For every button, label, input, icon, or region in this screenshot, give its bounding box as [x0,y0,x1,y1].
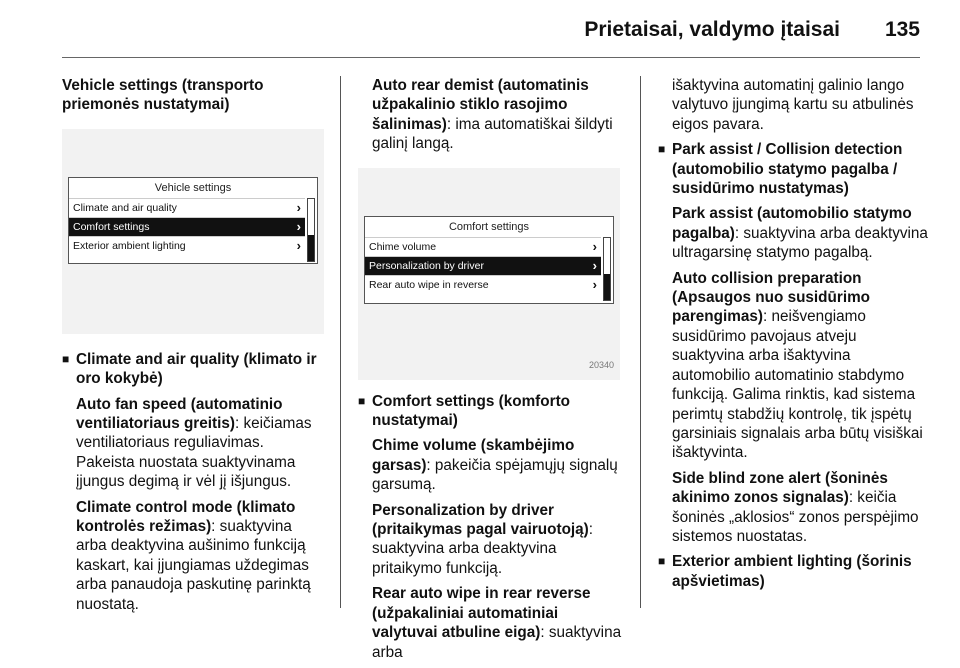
menu-item-label: Rear auto wipe in reverse [369,278,489,291]
column-divider [340,76,341,608]
menu-item-label: Personalization by driver [369,259,484,272]
setting-description [672,269,928,463]
bullet-item [62,350,322,389]
chevron-right-icon: › [592,257,597,273]
setting-title: Auto rear demist (automatinis užpakalinio stiklo rasojimo šalinimas) [372,77,589,133]
menu-item-label: Climate and air quality [73,201,177,214]
bullet-icon: ■ [658,554,666,569]
header-title: Prietaisai, valdymo įtaisai [584,18,840,41]
setting-description [372,584,626,662]
setting-title: Climate control mode (klimato kontrolės režimas) [76,498,296,536]
setting-text: : suaktyvina arba [372,624,622,661]
setting-description [76,395,322,492]
scroll-thumb [308,235,314,261]
bullet-item [658,140,928,198]
vehicle-settings-figure [62,129,324,334]
setting-text: : keičiamas ventiliatoriaus reguliavimas. Pakeista nuostata suaktyvinama įjungus degimą ir vėl jį išjungus. [76,415,312,491]
setting-title: Personalization by driver (pritaikymas pagal vairuotoją) [372,501,589,539]
display-screen [68,177,318,264]
page-header [0,0,960,58]
menu-item-label: Exterior ambient lighting [73,239,186,252]
menu-item-label: Comfort settings [73,220,150,233]
bullet-title: Park assist / Collision detection (automobilio statymo pagalba / susidūrimo nustatymas) [672,141,903,198]
menu-item-selected [365,256,601,275]
setting-title: Auto fan speed (automatinio ventiliatoriaus greitis) [76,395,283,433]
setting-description [76,498,322,614]
section-heading: Vehicle settings (transporto priemonės nustatymai) [62,77,264,114]
chevron-right-icon: › [296,237,301,253]
menu-item [365,275,601,294]
bullet-title: Comfort settings (komforto nustatymai) [372,392,571,430]
menu-item [69,236,305,255]
bullet-icon: ■ [658,142,666,157]
setting-description [372,436,626,494]
setting-title: Park assist (automobilio statymo pagalba) [672,205,912,242]
setting-text: : keičia šoninės „aklosios“ zonos perspėjimo sistemos nuostatas. [672,489,919,545]
chevron-right-icon: › [296,218,301,234]
setting-text: : pakeičia spėjamųjų signalų garsumą. [372,456,618,494]
menu-item-selected [69,217,305,236]
page-number: 135 [884,18,920,41]
bullet-icon: ■ [358,393,366,408]
setting-text: : ima automatiškai šildyti galinį langą. [372,115,613,153]
setting-title: Rear auto wipe in rear reverse (užpakaliniai automatiniai valytuvai atbuline eiga) [372,585,591,642]
bullet-item [658,552,928,591]
setting-title: Side blind zone alert (šoninės akinimo zonos signalas) [672,469,888,507]
column-3 [658,76,928,597]
menu-item [365,237,601,256]
setting-text: : suaktyvina arba deaktyvina aušinimo funkciją kaskart, kai įjungiamas uždegimas arba panaudoja paskutinę parinktą nuostatą. [76,518,311,613]
scroll-thumb [604,274,610,300]
screen-title: Comfort settings [448,220,530,233]
header-rule [62,57,920,58]
setting-text: : suaktyvina arba deaktyvina ultragarsinę statymo pagalbą. [672,224,928,262]
setting-description [372,76,626,154]
menu-item [69,198,305,217]
figure-code: 20340 [588,360,614,371]
setting-description [672,469,928,547]
continued-text: išaktyvina automatinį galinio lango valytuvo įjungimą kartu su atbulinės eigos pavara. [672,77,914,133]
scrollbar [603,237,611,301]
display-screen [364,216,614,304]
chevron-right-icon: › [296,199,301,215]
bullet-title: Climate and air quality (klimato ir oro kokybė) [76,350,317,388]
setting-text: : suaktyvina arba deaktyvina pritaikymo funkciją. [372,521,594,577]
bullet-icon: ■ [62,351,70,366]
setting-description [672,204,928,262]
menu-item-label: Chime volume [369,240,437,253]
column-divider [640,76,641,608]
comfort-settings-figure [358,168,620,380]
setting-title: Auto collision preparation (Apsaugos nuo susidūrimo parengimas) [672,269,871,326]
setting-title: Chime volume (skambėjimo garsas) [372,437,575,474]
chevron-right-icon: › [592,276,597,292]
column-2 [358,76,626,668]
column-1 [62,76,322,620]
bullet-title: Exterior ambient lighting (šorinis apšvietimas) [672,553,912,590]
bullet-item [358,392,626,431]
scrollbar [307,198,315,262]
setting-description [372,501,626,579]
screen-title: Vehicle settings [154,181,232,194]
setting-text: : neišvengiamo susidūrimo pavojaus atveju suaktyvina arba išaktyvina automobilio automatinio stabdymo funkciją. Galima rinktis, kad sistema perimtų stabdžių kontrolę, tik įspėtų garsiniais signalais arba būtų visiškai išaktyvinta. [672,308,923,462]
chevron-right-icon: › [592,238,597,254]
